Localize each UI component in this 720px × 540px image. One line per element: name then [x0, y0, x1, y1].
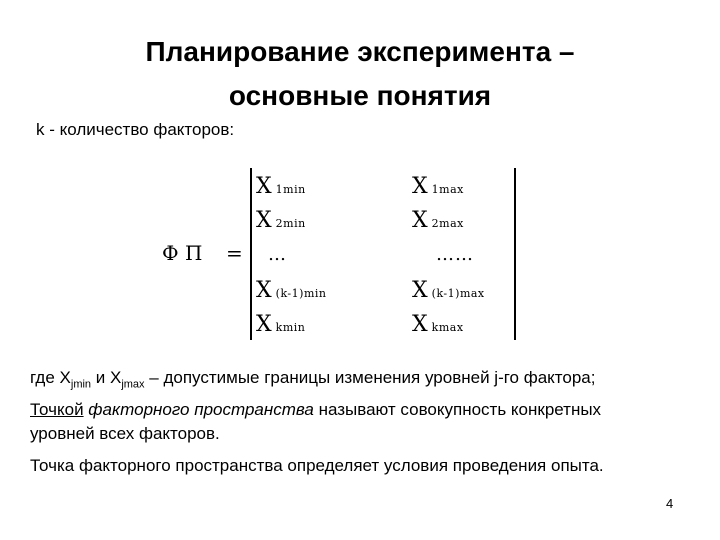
matrix-dots-right: ……: [436, 244, 474, 265]
term-factor-space: факторного пространства: [83, 400, 314, 419]
matrix-cell-k-1min: X (k-1)min: [256, 278, 327, 303]
matrix-cell-kmin: Xkmin: [256, 312, 306, 337]
factor-count-label: k - количество факторов:: [36, 120, 235, 139]
point-conditions: Точка факторного пространства определяет условия проведения опыта.: [30, 456, 604, 475]
title-line-2: основные понятия: [228, 80, 492, 111]
matrix-cell-k-1max: X (k-1)max: [412, 278, 485, 303]
matrix-lhs: Ф П: [162, 241, 203, 265]
matrix-cell-1min: X 1min: [256, 174, 306, 199]
title-line-1: Планирование эксперимента –: [145, 36, 575, 67]
matrix-right-bar: [514, 168, 516, 340]
factor-space-matrix: [150, 168, 530, 344]
matrix-dots-left: …: [268, 244, 287, 265]
bounds-definition: где $X_{jmin}$ и $X_{jmax}$ – допустимые границы изменения уровней j-го фактора;: [30, 368, 596, 391]
matrix-cell-2max: X 2max: [412, 208, 464, 233]
matrix-equals: =: [226, 241, 243, 265]
term-point: Точкой: [30, 400, 84, 419]
matrix-cell-2min: X 2min: [256, 208, 306, 233]
page-number: 4: [666, 496, 674, 511]
page-title: [0, 30, 720, 118]
matrix-left-bar: [250, 168, 252, 340]
matrix-cell-kmax: Xkmax: [412, 312, 464, 337]
point-definition: Точкой факторного пространства называют совокупность конкретных уровней всех факторов.: [30, 400, 602, 443]
matrix-cell-1max: X 1max: [412, 174, 464, 199]
